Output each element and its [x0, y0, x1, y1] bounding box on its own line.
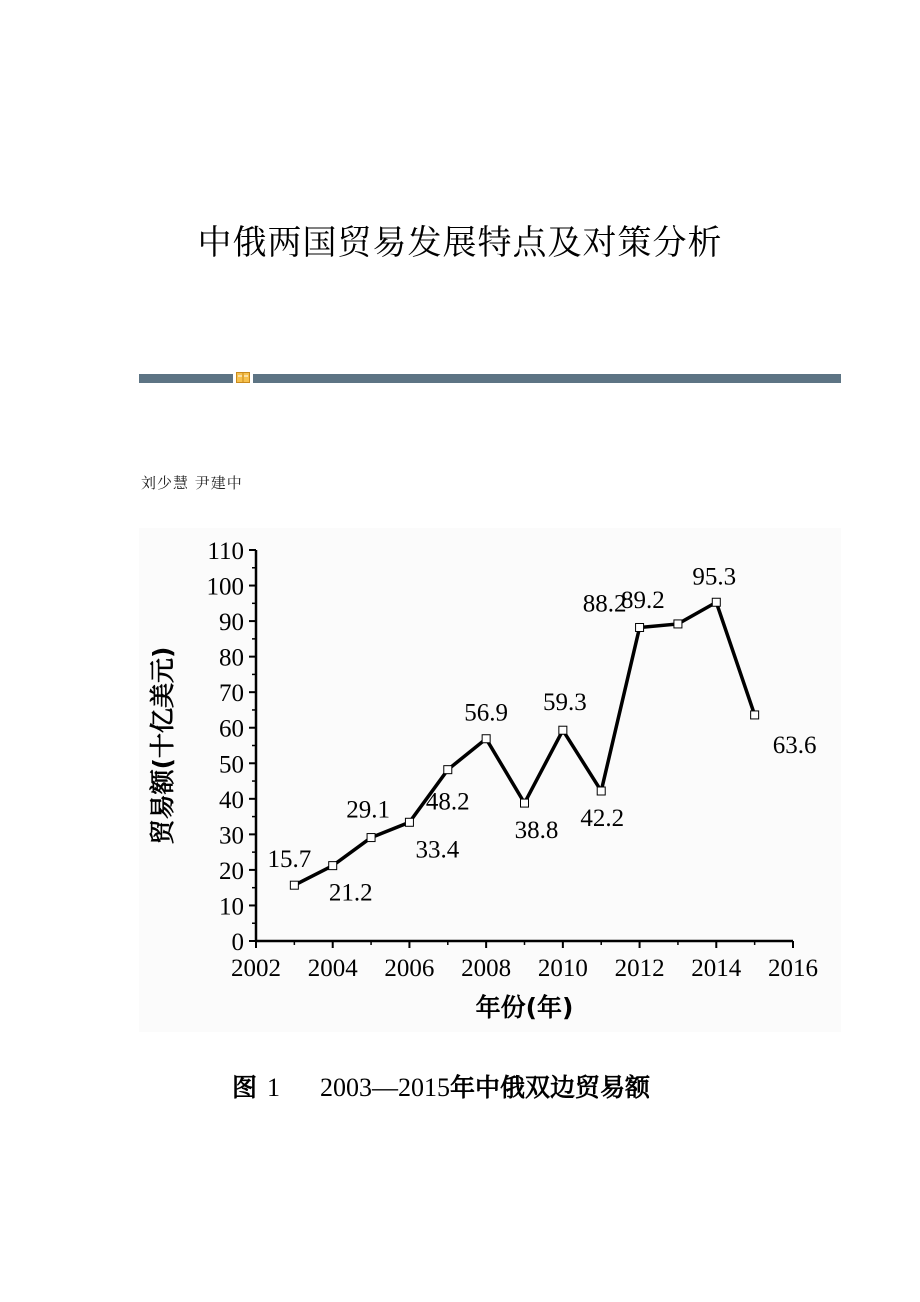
data-label: 21.2: [328, 879, 373, 907]
y-tick-label: 30: [219, 822, 244, 850]
y-tick-label: 0: [231, 929, 244, 956]
data-point-marker: [521, 799, 529, 807]
data-point-marker: [444, 766, 452, 774]
data-point-marker: [559, 726, 567, 734]
x-tick-label: 2014: [691, 955, 742, 982]
trade-chart: [139, 528, 841, 1032]
x-tick-label: 2012: [614, 955, 665, 982]
trade-line-chart: [139, 528, 841, 1032]
data-point-marker: [597, 787, 605, 795]
data-label: 88.2: [582, 590, 627, 618]
y-tick-label: 50: [219, 751, 244, 779]
x-tick-label: 2004: [307, 955, 358, 982]
y-tick-label: 90: [219, 609, 244, 637]
y-axis-label: 贸易额(十亿美元): [148, 646, 177, 845]
data-point-marker: [482, 735, 490, 743]
caption-number: 1: [267, 1073, 281, 1102]
caption-label: 图: [232, 1073, 258, 1102]
x-tick-label: 2006: [384, 955, 435, 982]
data-label: 15.7: [267, 846, 312, 874]
y-tick-label: 110: [207, 538, 244, 565]
y-tick-label: 40: [219, 786, 244, 814]
data-label: 56.9: [464, 699, 509, 727]
divider-book-icon: [233, 369, 253, 386]
author-line: 刘少慧 尹建中: [141, 474, 243, 492]
data-point-marker: [751, 711, 759, 719]
y-tick-label: 70: [219, 680, 244, 708]
data-label: 63.6: [772, 731, 817, 759]
data-point-marker: [636, 623, 644, 631]
y-tick-label: 100: [206, 573, 244, 601]
x-tick-label: 2002: [231, 955, 281, 982]
y-tick-label: 10: [219, 893, 244, 921]
x-axis-label: 年份(年): [475, 993, 574, 1022]
data-label: 59.3: [542, 689, 587, 717]
data-label: 29.1: [346, 796, 390, 824]
caption-text: 年中俄双边贸易额: [450, 1073, 651, 1102]
data-point-marker: [674, 620, 682, 628]
data-label: 38.8: [514, 817, 559, 845]
figure-caption: [232, 1068, 650, 1104]
data-label: 48.2: [425, 788, 470, 816]
y-tick-label: 80: [219, 644, 244, 672]
data-label: 89.2: [621, 586, 665, 614]
caption-range: 2003—2015: [320, 1073, 451, 1102]
data-point-marker: [405, 818, 413, 826]
x-tick-label: 2016: [768, 955, 818, 982]
data-label: 42.2: [580, 804, 625, 832]
data-label: 33.4: [415, 836, 460, 864]
data-point-marker: [367, 834, 375, 842]
y-tick-label: 20: [219, 857, 244, 885]
data-label: 95.3: [692, 563, 737, 591]
x-tick-label: 2010: [537, 955, 588, 982]
data-point-marker: [712, 598, 720, 606]
x-tick-label: 2008: [461, 955, 512, 982]
y-tick-label: 60: [219, 715, 244, 743]
document-title: 中俄两国贸易发展特点及对策分析: [197, 223, 723, 263]
data-point-marker: [329, 862, 337, 870]
data-point-marker: [290, 881, 298, 889]
